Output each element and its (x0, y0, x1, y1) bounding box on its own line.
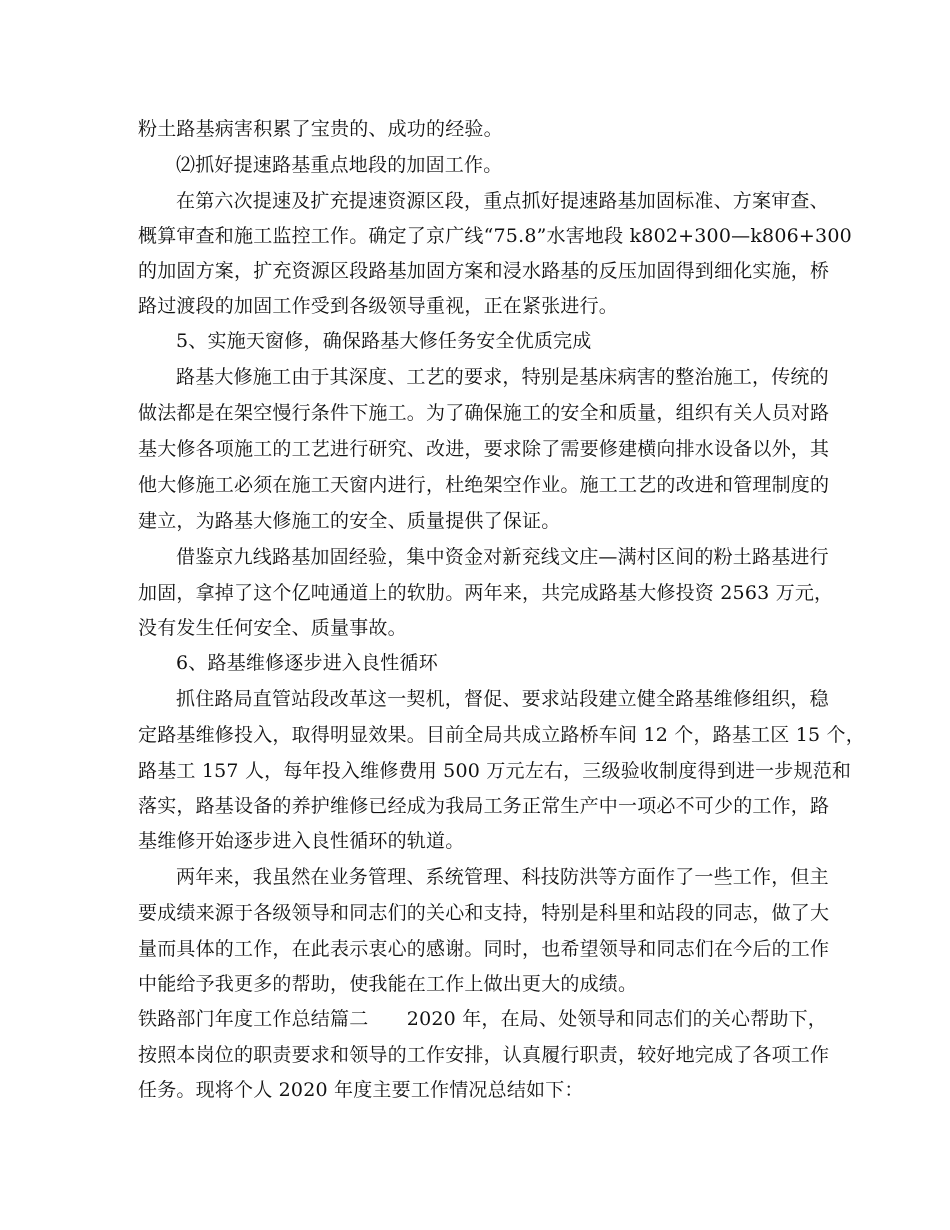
text-line: 基维修开始逐步进入良性循环的轨道。 (138, 830, 465, 852)
text-line: 概算审查和施工监控工作。确定了京广线“75.8”水害地段 k802+300—k806+300 (138, 225, 852, 247)
text-line: 加固，拿掉了这个亿吨通道上的软肋。两年来，共完成路基大修投资 2563 万元， (138, 582, 834, 604)
section-heading: 5、实施天窗修，确保路基大修任务安全优质完成 (176, 330, 592, 352)
text-line: 粉土路基病害积累了宝贵的、成功的经验。 (138, 118, 503, 140)
text-line: 没有发生任何安全、质量事故。 (138, 617, 407, 639)
text-line: 抓住路局直管站段改革这一契机，督促、要求站段建立健全路基维修组织，稳 (176, 688, 829, 710)
text-line: 借鉴京九线路基加固经验，集中资金对新兖线文庄—满村区间的粉土路基进行 (176, 546, 829, 568)
text-line: 按照本岗位的职责要求和领导的工作安排，认真履行职责，较好地完成了各项工作 (138, 1044, 830, 1066)
text-line: 路过渡段的加固工作受到各级领导重视，正在紧张进行。 (138, 295, 619, 317)
text-line: 路基大修施工由于其深度、工艺的要求，特别是基床病害的整治施工，传统的 (176, 366, 829, 388)
text-line: 两年来，我虽然在业务管理、系统管理、科技防洪等方面作了一些工作，但主 (176, 866, 829, 888)
text-line: 基大修各项施工的工艺进行研究、改进，要求除了需要修建横向排水设备以外，其 (138, 438, 830, 460)
text-line: 要成绩来源于各级领导和同志们的关心和支持，特别是科里和站段的同志，做了大 (138, 902, 830, 924)
section-heading: 6、路基维修逐步进入良性循环 (176, 652, 438, 674)
text-line: 量而具体的工作，在此表示衷心的感谢。同时，也希望领导和同志们在今后的工作 (138, 938, 830, 960)
text-line: 中能给予我更多的帮助，使我能在工作上做出更大的成绩。 (138, 973, 638, 995)
subheading: ⑵抓好提速路基重点地段的加固工作。 (176, 154, 503, 176)
text-line: 做法都是在架空慢行条件下施工。为了确保施工的安全和质量，组织有关人员对路 (138, 402, 830, 424)
text-line: 建立，为路基大修施工的安全、质量提供了保证。 (138, 510, 561, 532)
text-line: 定路基维修投入，取得明显效果。目前全局共成立路桥车间 12 个，路基工区 15 个， (138, 724, 865, 746)
text-line: 他大修施工必须在施工天窗内进行，杜绝架空作业。施工工艺的改进和管理制度的 (138, 474, 830, 496)
text-line: 路基工 157 人，每年投入维修费用 500 万元左右，三级验收制度得到进一步规范和 (138, 760, 852, 782)
text-line: 落实，路基设备的养护维修已经成为我局工务正常生产中一项必不可少的工作，路 (138, 795, 830, 817)
text-line: 在第六次提速及扩充提速资源区段，重点抓好提速路基加固标准、方案审查、 (176, 190, 829, 212)
text-line: 任务。现将个人 2020 年度主要工作情况总结如下： (138, 1079, 584, 1101)
text-line: 的加固方案，扩充资源区段路基加固方案和浸水路基的反压加固得到细化实施，桥 (138, 260, 830, 282)
section-title-line: 铁路部门年度工作总结篇二 2020 年，在局、处领导和同志们的关心帮助下， (138, 1008, 827, 1030)
